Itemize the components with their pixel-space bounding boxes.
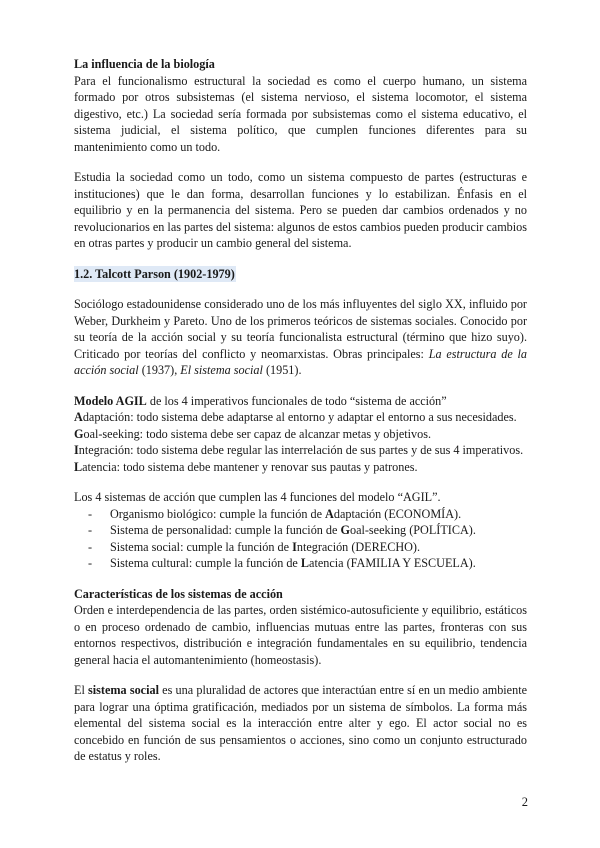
agil-item-text: ntegración: todo sistema debe regular las interrelación de sus partes y de sus 4 imperativos. <box>78 443 524 457</box>
parson-bio-text: Sociólogo estadounidense considerado uno de los más influyentes del siglo XX, influido por Weber, Durkheim y Pareto. Uno de los primeros teóricos de sistemas sociales. Conocido por su teoría de la acción social y su teoría funcionalista estructural (término que hizo suyo). Criticado por teorías del conflicto y neomarxistas. Obras principales: <box>74 297 527 361</box>
agil-item-text: oal-seeking: todo sistema debe ser capaz de alcanzar metas y objetivos. <box>83 426 432 441</box>
agil-item-text: atencia: todo sistema debe mantener y renovar sus pautas y patrones. <box>82 459 418 474</box>
agil-title: Modelo AGIL <box>74 393 147 408</box>
systems-list <box>74 506 527 572</box>
systems-intro: Los 4 sistemas de acción que cumplen las 4 funciones del modelo “AGIL”. <box>74 490 441 504</box>
biology-paragraph-1: Para el funcionalismo estructural la sociedad es como el cuerpo humano, un sistema formado por otros subsistemas (el sistema nervioso, el sistema locomotor, el sistema digestivo, etc.) La sociedad sería formada por subsistemas como el sistema educativo, el sistema judicial, el sistema político, que cumplen funciones diferentes para su mantenimiento como un todo. <box>74 73 527 154</box>
agil-item-goal-seeking <box>74 426 527 443</box>
parson-work-2-year: (1951). <box>262 363 302 377</box>
agil-item-letter: I <box>74 443 79 457</box>
list-item: - Organismo biológico: cumple la función de Adaptación (ECONOMÍA). <box>88 506 527 523</box>
agil-item-letter: G <box>74 426 84 441</box>
biology-heading: La influencia de la biología <box>74 57 215 71</box>
page-number: 2 <box>521 795 528 809</box>
social-system-term: sistema social <box>88 683 159 697</box>
list-item: - Sistema de personalidad: cumple la función de Goal-seeking (POLÍTICA). <box>88 522 527 539</box>
agil-item-latency <box>74 459 527 476</box>
parson-work-2: El sistema social <box>180 363 263 377</box>
biology-paragraph-2: Estudia la sociedad como un todo, como un sistema compuesto de partes (estructuras e instituciones) que le dan forma, desarrollan funciones y lo estabilizan. Énfasis en el equilibrio y en la permanencia del sistema. Pero se pueden dar cambios ordenados y no revolucionarios en las partes del sistema: algunos de estos cambios pueden producir cambios en otras partes y producir un cambio general del sistema. <box>74 170 527 250</box>
agil-item-text: daptación: todo sistema debe adaptarse al entorno y adaptar el entorno a sus necesidades. <box>82 410 517 424</box>
agil-item-adaptation <box>74 409 527 426</box>
agil-item-letter: A <box>74 410 83 424</box>
list-item: - Sistema cultural: cumple la función de Latencia (FAMILIA Y ESCUELA). <box>88 555 527 572</box>
agil-intro-text: de los 4 imperativos funcionales de todo “sistema de acción” <box>146 393 447 408</box>
parson-section-title: 1.2. Talcott Parson (1902-1979) <box>74 266 235 281</box>
list-item: - Sistema social: cumple la función de Integración (DERECHO). <box>88 539 527 556</box>
agil-item-letter: L <box>74 459 83 474</box>
parson-section <box>74 266 527 283</box>
parson-work-1: La estructura de la acción social <box>74 346 527 377</box>
parson-bio-paragraph <box>74 296 527 379</box>
parson-work-1-year: (1937), <box>138 363 181 377</box>
agil-intro <box>74 393 527 410</box>
social-system-paragraph: El sistema social es una pluralidad de actores que interactúan entre sí en un medio ambiente para lograr una óptima gratificación, mediados por un sistema de símbolos. La forma más elemental del sistema social es la interacción entre alter y ego. El actor social no es concebido en función de sus pensamientos o acciones, sino como un conjunto estructurado de estatus y roles. <box>74 683 527 763</box>
document-page <box>74 56 527 765</box>
agil-item-integration <box>74 442 527 459</box>
characteristics-heading: Características de los sistemas de acción <box>74 586 283 601</box>
characteristics-paragraph: Orden e interdependencia de las partes, orden sistémico-autosuficiente y equilibrio, estáticos o en proceso ordenado de cambio, influencias mutuas entre las partes, fronteras con sus entornos respectivos, distribución e integración fundamentales en su equilibrio, tendencia general hacia el automantenimiento (homeostasis). <box>74 603 527 667</box>
